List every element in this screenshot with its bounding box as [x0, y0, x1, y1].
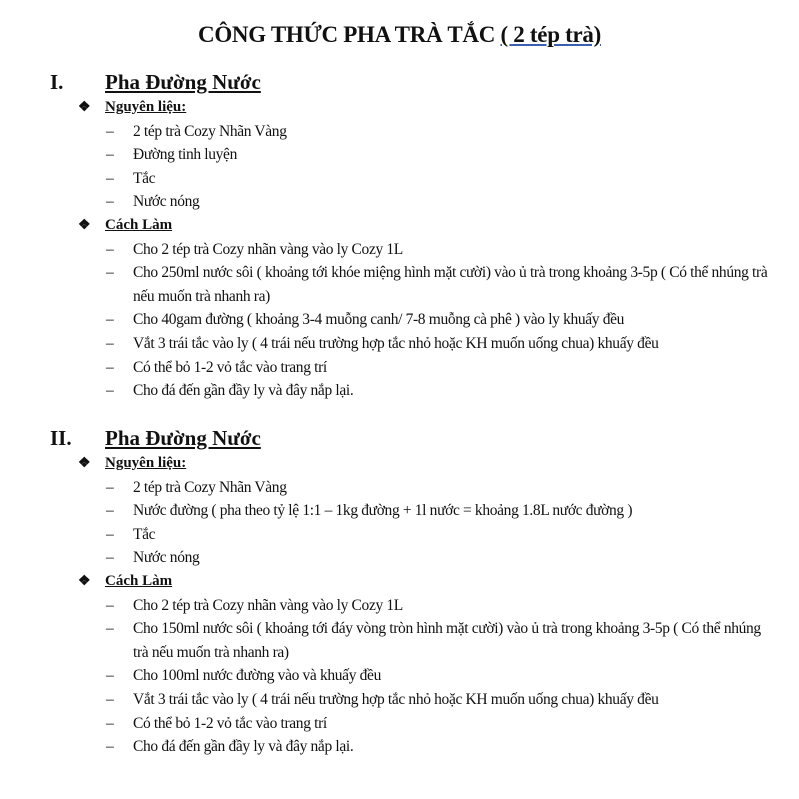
list-item — [0, 499, 799, 523]
diamond-bullet-icon: ❖ — [78, 100, 91, 115]
subheading-label: Cách Làm — [105, 216, 173, 233]
dash-bullet-icon: – — [106, 334, 114, 352]
list-item-text: Nước đường ( pha theo tỷ lệ 1:1 – 1kg đường + 1l nước = khoảng 1.8L nước đường ) — [133, 502, 633, 520]
dash-bullet-icon: – — [106, 146, 114, 164]
list-item — [0, 261, 799, 308]
list-item — [0, 664, 799, 688]
dash-bullet-icon: – — [106, 738, 114, 756]
dash-bullet-icon: – — [106, 193, 114, 211]
list-item-text: Cho 2 tép trà Cozy nhãn vàng vào ly Cozy 1L — [133, 240, 403, 258]
list-item-text: Tắc — [133, 525, 156, 543]
section-title: Pha Đường Nước — [105, 70, 261, 94]
list-item — [0, 523, 799, 547]
dash-bullet-icon: – — [106, 240, 114, 258]
list-item-text: Có thể bỏ 1-2 vỏ tắc vào trang trí — [133, 714, 327, 732]
section-number: I. — [50, 70, 64, 94]
subheading — [0, 570, 799, 594]
dash-bullet-icon: – — [106, 122, 114, 140]
subheading-label: Cách Làm — [105, 572, 173, 589]
dash-bullet-icon: – — [106, 714, 114, 732]
list-item — [0, 190, 799, 214]
dash-bullet-icon: – — [106, 620, 114, 638]
list-item-text: 2 tép trà Cozy Nhãn Vàng — [133, 122, 287, 140]
section-number: II. — [50, 426, 72, 450]
section-1 — [0, 70, 799, 403]
dash-bullet-icon: – — [106, 667, 114, 685]
subheading-label: Nguyên liệu: — [105, 455, 187, 471]
list-item-text: Có thể bỏ 1-2 vỏ tắc vào trang trí — [133, 358, 327, 376]
dash-bullet-icon: – — [106, 690, 114, 708]
list-item — [0, 476, 799, 500]
list-item — [0, 120, 799, 144]
list-item-text: Cho 250ml nước sôi ( khoảng tới khóe miệng hình mặt cười) vào ủ trà trong khoảng 3-5p ( Có thể nhúng trà nếu muốn trà nhanh ra) — [133, 264, 768, 305]
section-heading — [0, 70, 799, 96]
dash-bullet-icon: – — [106, 502, 114, 520]
dash-bullet-icon: – — [106, 382, 114, 400]
title-text: CÔNG THỨC PHA TRÀ TẮC — [198, 22, 501, 47]
diamond-bullet-icon: ❖ — [78, 573, 91, 589]
list-item-text: Cho 2 tép trà Cozy nhãn vàng vào ly Cozy 1L — [133, 596, 403, 614]
dash-bullet-icon: – — [106, 596, 114, 614]
list-item — [0, 617, 799, 664]
list-item-text: Cho 40gam đường ( khoảng 3-4 muỗng canh/ 7-8 muỗng cà phê ) vào ly khuấy đều — [133, 311, 625, 329]
dash-bullet-icon: – — [106, 169, 114, 187]
list-item-text: Vắt 3 trái tắc vào ly ( 4 trái nếu trường hợp tắc nhỏ hoặc KH muốn uống chua) khuấy đều — [133, 690, 659, 708]
subheading — [0, 214, 799, 238]
list-item — [0, 332, 799, 356]
list-item — [0, 735, 799, 759]
list-item-text: Cho 100ml nước đường vào và khuấy đều — [133, 667, 381, 685]
list-item — [0, 546, 799, 570]
dash-bullet-icon: – — [106, 478, 114, 496]
section-title: Pha Đường Nước — [105, 426, 261, 450]
list-item — [0, 712, 799, 736]
dash-bullet-icon: – — [106, 311, 114, 329]
diamond-bullet-icon: ❖ — [78, 456, 91, 471]
dash-bullet-icon: – — [106, 264, 114, 282]
list-item-text: Cho 150ml nước sôi ( khoảng tới đáy vòng tròn hình mặt cười) vào ủ trà trong khoảng 3-5p ( Có thể nhúng trà nếu muốn trà nhanh ra) — [133, 620, 761, 661]
list-item — [0, 594, 799, 618]
list-item — [0, 167, 799, 191]
list-item — [0, 143, 799, 167]
dash-bullet-icon: – — [106, 358, 114, 376]
diamond-bullet-icon: ❖ — [78, 217, 91, 233]
list-item-text: 2 tép trà Cozy Nhãn Vàng — [133, 478, 287, 496]
list-item-text: Nước nóng — [133, 193, 200, 211]
list-item — [0, 238, 799, 262]
subheading-label: Nguyên liệu: — [105, 99, 187, 115]
dash-bullet-icon: – — [106, 525, 114, 543]
subheading — [0, 452, 799, 476]
list-item-text: Cho đá đến gần đầy ly và đây nắp lại. — [133, 382, 354, 400]
section-2 — [0, 426, 799, 759]
list-item-text: Đường tinh luyện — [133, 146, 237, 164]
list-item-text: Nước nóng — [133, 549, 200, 567]
list-item-text: Tắc — [133, 169, 156, 187]
list-item — [0, 308, 799, 332]
list-item — [0, 688, 799, 712]
dash-bullet-icon: – — [106, 549, 114, 567]
list-item — [0, 356, 799, 380]
document-title — [0, 22, 799, 48]
list-item-text: Vắt 3 trái tắc vào ly ( 4 trái nếu trường hợp tắc nhỏ hoặc KH muốn uống chua) khuấy đều — [133, 334, 659, 352]
list-item-text: Cho đá đến gần đầy ly và đây nắp lại. — [133, 738, 354, 756]
subheading — [0, 96, 799, 120]
title-underlined: ( 2 tép trà) — [500, 22, 601, 47]
section-heading — [0, 426, 799, 452]
list-item — [0, 379, 799, 403]
